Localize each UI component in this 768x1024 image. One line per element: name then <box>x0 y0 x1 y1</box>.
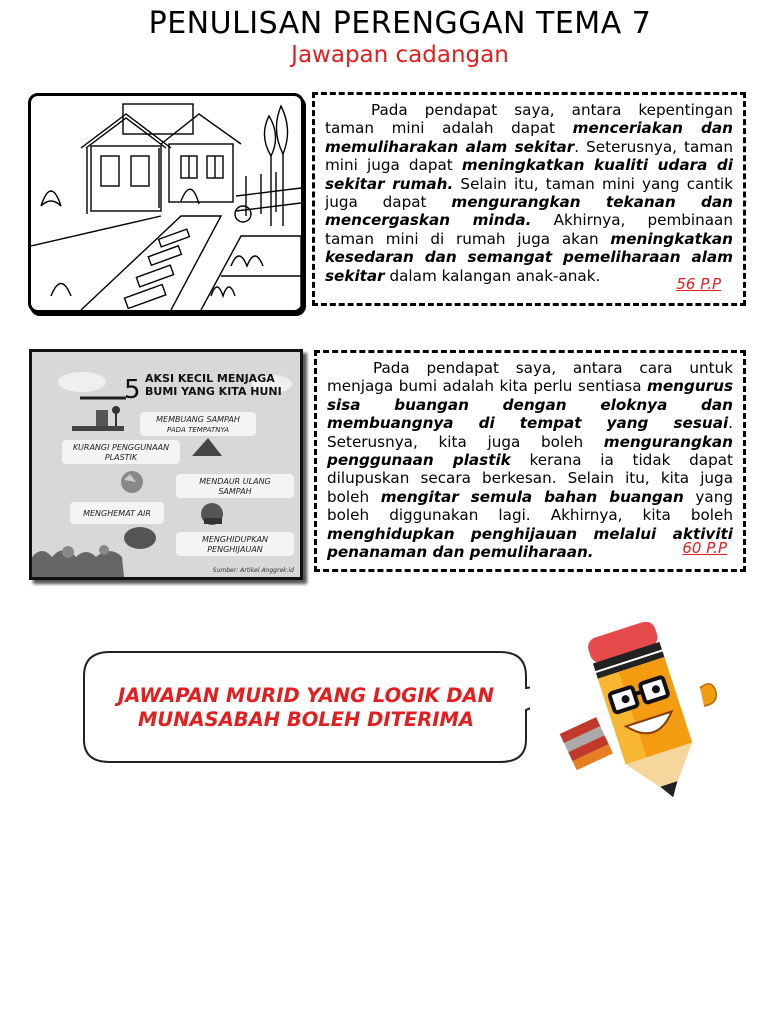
paragraph-text: Akhirnya, pembinaan taman mini di rumah juga akan <box>325 211 733 248</box>
answer-box-1 <box>312 92 746 306</box>
score-label: 60 P.P <box>682 538 727 557</box>
paragraph-text: yang boleh diggunakan lagi. Akhirnya, kita boleh <box>327 487 733 525</box>
callout-line-1: JAWAPAN MURID YANG LOGIK DAN <box>118 684 494 707</box>
page-subtitle: Jawapan cadangan <box>291 42 509 68</box>
house-garden-drawing <box>31 96 301 310</box>
score-label: 56 P.P <box>676 274 721 293</box>
paragraph-text: Selain itu, taman mini yang cantik juga dapat <box>325 174 733 212</box>
poster-number: 5 <box>124 375 141 405</box>
key-phrase: mengitar semula bahan buangan <box>380 487 684 506</box>
earth-poster-illustration <box>29 349 303 580</box>
key-phrase: meningkatkan kesedaran dan semangat pemeliharaan alam sekitar <box>325 229 733 285</box>
page-title: PENULISAN PERENGGAN TEMA 7 <box>148 6 652 41</box>
key-phrase: mengurus sisa buangan dengan eloknya dan membuangnya di tempat yang sesuai <box>327 377 733 433</box>
key-phrase: mengurangkan tekanan dan mencergaskan minda. <box>325 193 733 230</box>
key-phrase: menghidupkan penghijauan melalui aktiviti penanaman dan pemuliharaan. <box>327 524 733 562</box>
tip-2b: PLASTIK <box>104 453 138 462</box>
callout-line-2: MUNASABAH BOLEH DITERIMA <box>138 708 474 731</box>
poster-title-2: BUMI YANG KITA HUNI <box>145 385 282 398</box>
poster-title-1: AKSI KECIL MENJAGA <box>145 372 275 385</box>
tip-3a: MENDAUR ULANG <box>199 477 271 486</box>
key-phrase: menceriakan dan memuliharakan alam sekitar <box>325 119 733 156</box>
tip-5b: PENGHIJAUAN <box>207 545 263 554</box>
tip-5a: MENGHIDUPKAN <box>201 535 269 544</box>
paragraph-text: . Seterusnya, taman mini juga dapat <box>325 137 733 175</box>
paragraph-text: . Seterusnya, kita juga boleh <box>327 414 733 451</box>
tip-2a: KURANGI PENGGUNAAN <box>72 443 170 452</box>
house-garden-illustration <box>28 93 304 313</box>
tip-1a: MEMBUANG SAMPAH <box>156 415 240 424</box>
key-phrase: mengurangkan penggunaan plastik <box>327 432 733 470</box>
tip-4: MENGHEMAT AIR <box>83 509 151 518</box>
poster-source: Sumber: Artikel Anggrek.id <box>212 567 294 574</box>
callout-text <box>86 684 526 732</box>
paragraph-text: Pada pendapat saya, antara kepentingan taman mini adalah dapat <box>325 101 733 138</box>
tip-1b: PADA TEMPATNYA <box>167 426 229 434</box>
answer-box-2 <box>314 350 746 572</box>
paragraph-text: Pada pendapat saya, antara cara untuk menjaga bumi adalah kita perlu sentiasa <box>327 359 733 396</box>
pencil-mascot-icon <box>560 622 730 812</box>
tip-3b: SAMPAH <box>218 487 252 496</box>
answer-paragraph-1 <box>325 101 733 285</box>
paragraph-text: kerana ia tidak dapat dilupuskan secara berkesan. Selain itu, kita juga boleh <box>327 451 733 506</box>
poster-drawing <box>32 352 300 577</box>
key-phrase: meningkatkan kualiti udara di sekitar rumah. <box>325 156 734 193</box>
paragraph-text: dalam kalangan anak-anak. <box>384 266 601 285</box>
answer-paragraph-2 <box>327 359 733 561</box>
